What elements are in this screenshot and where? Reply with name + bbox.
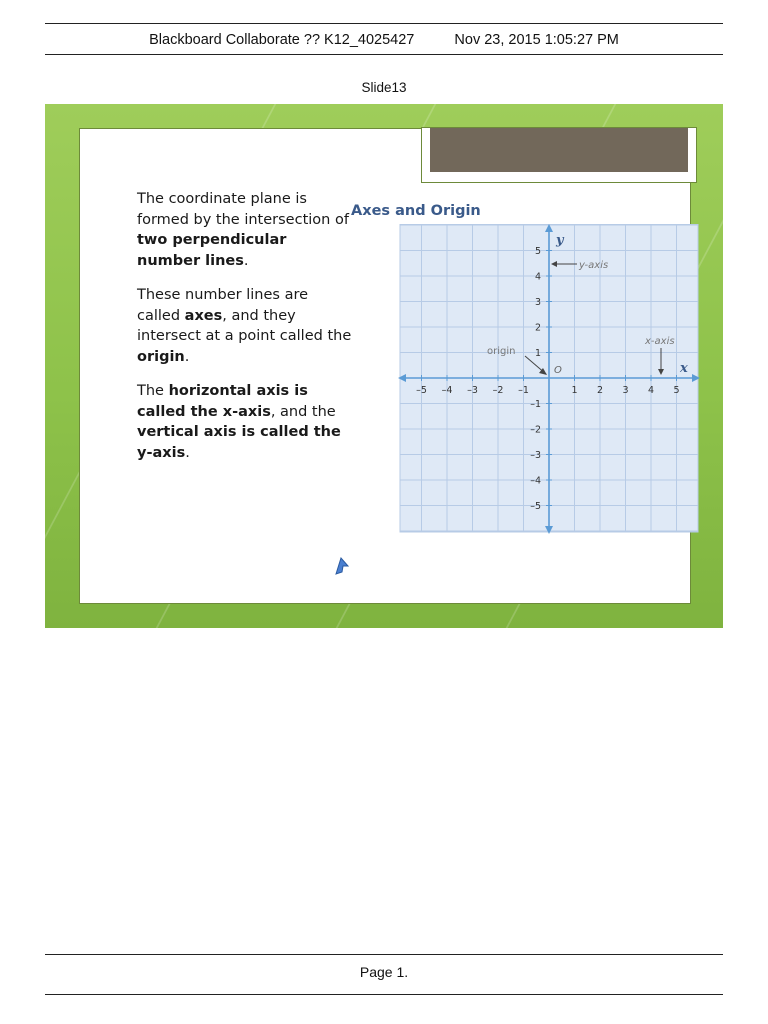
pointer-cursor-icon xyxy=(334,556,350,576)
x-tick-label: 4 xyxy=(647,385,655,396)
y-axis-callout: y-axis xyxy=(579,260,609,271)
header-top-rule xyxy=(45,23,723,24)
header-timestamp: Nov 23, 2015 1:05:27 PM xyxy=(454,32,619,48)
y-tick-label: –2 xyxy=(530,424,541,436)
bold-run: vertical axis is called the y-axis xyxy=(137,424,341,461)
slide-content-panel xyxy=(79,128,691,604)
x-axis-letter: x xyxy=(680,361,688,376)
coordinate-plane-graph xyxy=(396,224,702,544)
y-tick-label: 3 xyxy=(534,297,541,308)
x-axis-callout: x-axis xyxy=(645,336,675,347)
x-tick-label: 2 xyxy=(596,385,604,396)
x-tick-label: –4 xyxy=(441,385,453,396)
slide-body-text xyxy=(137,189,352,477)
slide-title-tab xyxy=(421,127,697,183)
y-tick-label: 2 xyxy=(534,322,541,334)
text-run: These number lines are called xyxy=(137,287,309,324)
origin-callout: origin xyxy=(487,346,516,357)
text-run: . xyxy=(185,444,190,461)
x-tick-label: –2 xyxy=(492,385,504,396)
bold-run: origin xyxy=(137,348,185,365)
text-run: The xyxy=(137,383,169,399)
text-run: , and the xyxy=(270,403,336,420)
footer-top-rule xyxy=(45,954,723,955)
paragraph-axes xyxy=(137,285,352,367)
slide-label: Slide13 xyxy=(361,80,407,95)
x-tick-label: –1 xyxy=(518,385,529,396)
y-tick-label: 5 xyxy=(534,246,541,257)
bold-run: two perpendicular number lines xyxy=(137,232,287,269)
text-run: The coordinate plane is formed by the intersection of xyxy=(137,191,349,228)
y-axis-letter: y xyxy=(556,233,564,248)
page-header xyxy=(45,32,723,48)
bold-run: axes xyxy=(184,307,223,324)
x-tick-label: 5 xyxy=(673,385,680,396)
header-bottom-rule xyxy=(45,54,723,55)
bold-run: horizontal axis is called the x-axis xyxy=(137,383,308,420)
slide-title-tab-fill xyxy=(430,128,688,172)
y-tick-label: –3 xyxy=(530,450,541,461)
y-tick-label: 4 xyxy=(534,271,541,283)
text-run: , and they intersect at a point called the xyxy=(137,307,352,344)
footer-bottom-rule xyxy=(45,994,723,995)
x-tick-label: –3 xyxy=(467,385,478,396)
graph-title: Axes and Origin xyxy=(351,203,481,219)
paragraph-coordinate-plane xyxy=(137,189,352,271)
y-tick-label: 1 xyxy=(534,348,541,359)
x-tick-label: 1 xyxy=(571,385,578,396)
header-app-title: Blackboard Collaborate ?? K12_4025427 xyxy=(149,32,415,48)
origin-letter: O xyxy=(554,365,562,376)
paragraph-x-y-axis xyxy=(137,381,352,463)
y-tick-label: –4 xyxy=(530,475,541,487)
y-tick-label: –5 xyxy=(530,501,541,512)
page-number: Page 1. xyxy=(359,964,409,980)
x-tick-label: 3 xyxy=(622,385,629,396)
text-run: . xyxy=(184,348,190,365)
slide-image xyxy=(45,104,723,628)
y-tick-label: –1 xyxy=(530,399,541,410)
x-tick-label: –5 xyxy=(416,385,427,396)
text-run: . xyxy=(243,252,249,269)
